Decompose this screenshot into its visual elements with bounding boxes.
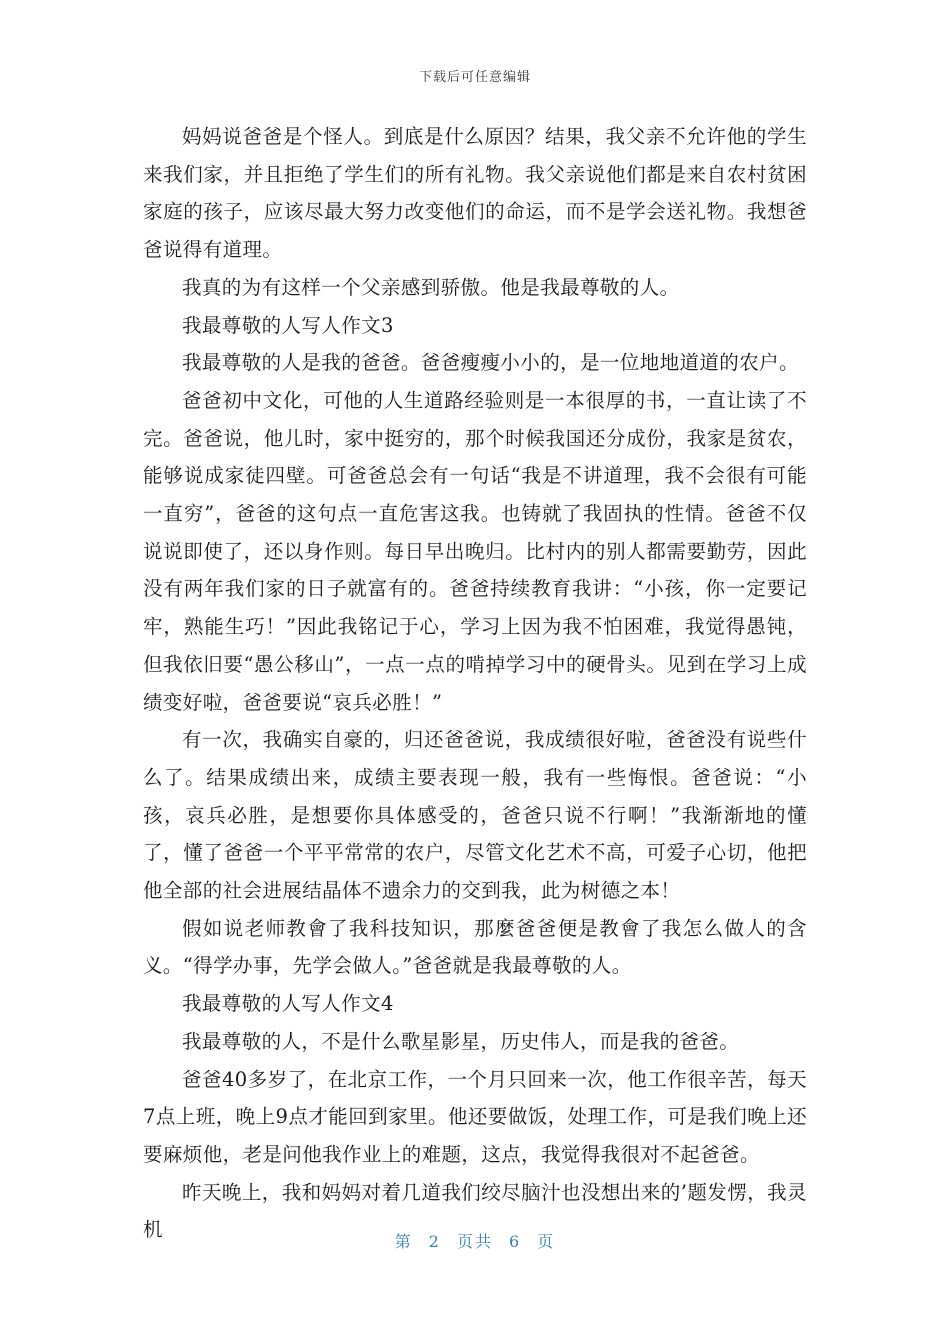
footer-label-mid: 页共 [456,1232,493,1251]
footer-label-end: 页 [537,1232,556,1251]
paragraph: 妈妈说爸爸是个怪人。到底是什么原因？结果，我父亲不允许他的学生来我们家，并且拒绝了学生们的所有礼物。我父亲说他们都是来自农村贫困家庭的孩子，应该尽最大努力改变他们的命运，而不是学会送礼物。我想爸爸说得有道理。 [143,125,807,262]
paragraph: 我最尊敬的人，不是什么歌星影星，历史伟人，而是我的爸爸。 [182,1029,740,1053]
page-header-note: 下载后可任意编辑 [418,70,531,85]
paragraph: 我最尊敬的人是我的爸爸。爸爸瘦瘦小小的，是一位地地道道的农户。 [182,351,799,375]
paragraph: 昨天晚上，我和妈妈对着几道我们绞尽脑汁也没想出来的’题发愣，我灵机 [143,1180,807,1242]
footer-current-page: 2 [428,1232,441,1251]
page-footer [0,1229,950,1252]
paragraph: 爸爸初中文化，可他的人生道路经验则是一本很厚的书，一直让读了不完。爸爸说，他儿时，家中挺穷的，那个时候我国还分成份，我家是贫农，能够说成家徒四壁。可爸爸总会有一句话“我是不讲道理，我不会很有可能一直穷”，爸爸的这句点一直危害这我。也铸就了我固执的性情。爸爸不仅说说即使了，还以身作则。每日早出晚归。比村内的别人都需要勤劳，因此没有两年我们家的日子就富有的。爸爸持续教育我讲：“小孩，你一定要记牢，熟能生巧！”因此我铭记于心，学习上因为我不怕困难，我觉得愚钝，但我依旧要“愚公移山”，一点一点的啃掉学习中的硬骨头。见到在学习上成绩变好啦，爸爸要说“哀兵必胜！” [143,388,807,714]
footer-total-pages: 6 [509,1232,522,1251]
paragraph: 爸爸40多岁了，在北京工作，一个月只回来一次，他工作很辛苦，每天7点上班，晚上9点才能回到家里。他还要做饭，处理工作，可是我们晚上还要麻烦他，老是问他我作业上的难题，这点，我觉得我很对不起爸爸。 [143,1067,807,1166]
paragraph: 假如说老师教會了我科技知识，那麼爸爸便是教會了我怎么做人的含义。“得学办事，先学会做人。”爸爸就是我最尊敬的人。 [143,916,807,978]
document-body [143,118,807,1249]
section-title: 我最尊敬的人写人作文3 [182,313,394,337]
paragraph: 有一次，我确实自豪的，归还爸爸说，我成绩很好啦，爸爸没有说些什么了。结果成绩出来，成绩主要表现一般，我有一些悔恨。爸爸说：“小孩，哀兵必胜，是想要你具体感受的，爸爸只说不行啊！”我渐渐地的懂了，懂了爸爸一个平平常常的农户，尽管文化艺术不高，可爱子心切，他把他全部的社会进展结晶体不遗余力的交到我，此为树德之本！ [143,728,807,903]
paragraph: 我真的为有这样一个父亲感到骄傲。他是我最尊敬的人。 [182,275,680,299]
section-title: 我最尊敬的人写人作文4 [182,992,394,1016]
footer-label-page: 第 [394,1232,413,1251]
